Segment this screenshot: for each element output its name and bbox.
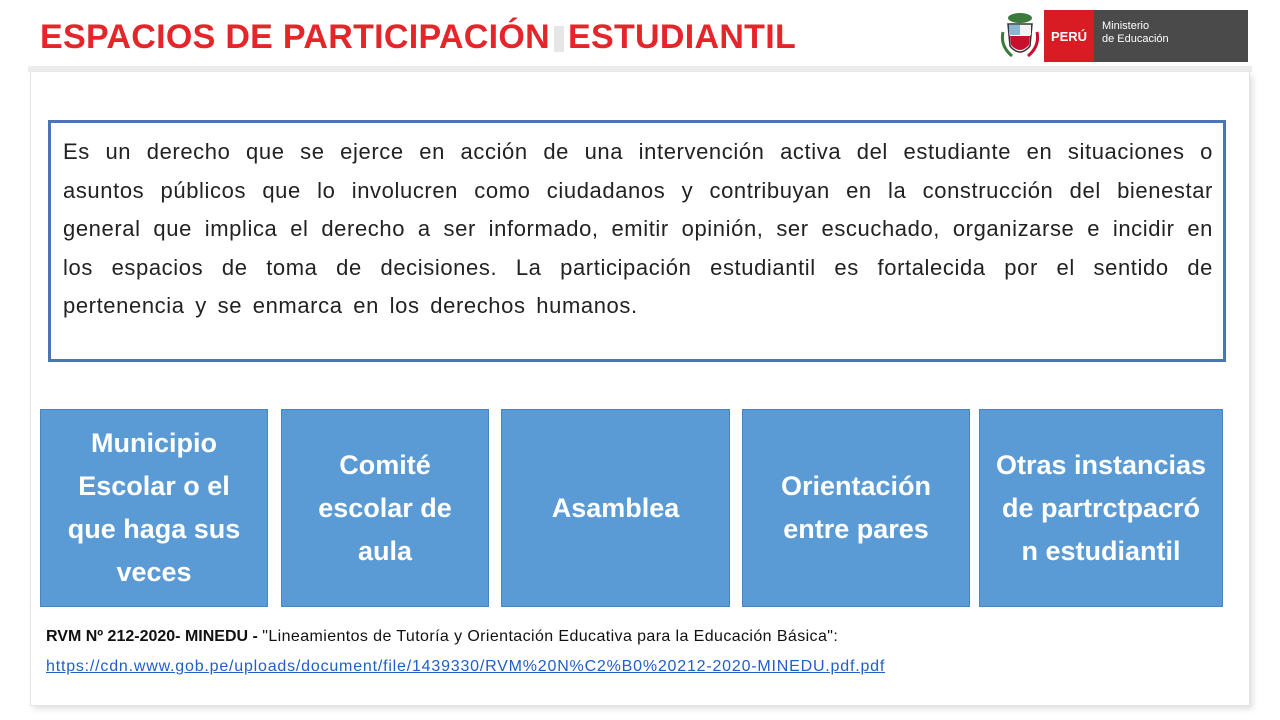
reference-separator: -: [248, 628, 263, 645]
reference-code: RVM Nº 212-2020- MINEDU: [46, 628, 249, 645]
minedu-logo: [1000, 10, 1248, 62]
logo-peru-block: PERÚ: [1044, 10, 1094, 62]
space-box-comite: Comité escolar de aula: [281, 409, 489, 607]
peru-coat-of-arms-icon: [1000, 10, 1040, 62]
space-box-municipio: Municipio Escolar o el que haga sus veces: [40, 409, 268, 607]
space-box-otras: Otras instancias de partrctpacró n estudiantil: [979, 409, 1223, 607]
page-title: [40, 18, 796, 57]
page-title-part1: ESPACIOS DE PARTICIPACIÓN: [40, 18, 550, 56]
page-title-part2: ESTUDIANTIL: [568, 18, 797, 56]
space-box-orientacion: Orientación entre pares: [742, 409, 970, 607]
title-gap-mark: [554, 26, 564, 52]
space-box-asamblea: Asamblea: [501, 409, 730, 607]
logo-ministry-line2: de Educación: [1102, 33, 1169, 45]
reference-citation: [46, 628, 838, 646]
definition-text: Es un derecho que se ejerce en acción de una intervención activa del estudiante en situaciones o asuntos públicos que lo involucren como ciudadanos y contribuyan en la construcción del bienestar general que implica el derecho a ser informado, emitir opinión, ser escuchado, organizarse e incidir en los espacios de toma de decisiones. La participación estudiantil es fortalecida por el sentido de pertenencia y se enmarca en los derechos humanos.: [63, 139, 1213, 318]
definition-box: [48, 120, 1226, 362]
logo-ministry-block: [1094, 10, 1248, 62]
reference-title: "Lineamientos de Tutoría y Orientación Educativa para la Educación Básica":: [262, 628, 839, 645]
logo-ministry-line1: Ministerio: [1102, 20, 1150, 32]
reference-link[interactable]: https://cdn.www.gob.pe/uploads/document/file/1439330/RVM%20N%C2%B0%20212-2020-MINEDU.pdf.pdf: [46, 658, 886, 675]
